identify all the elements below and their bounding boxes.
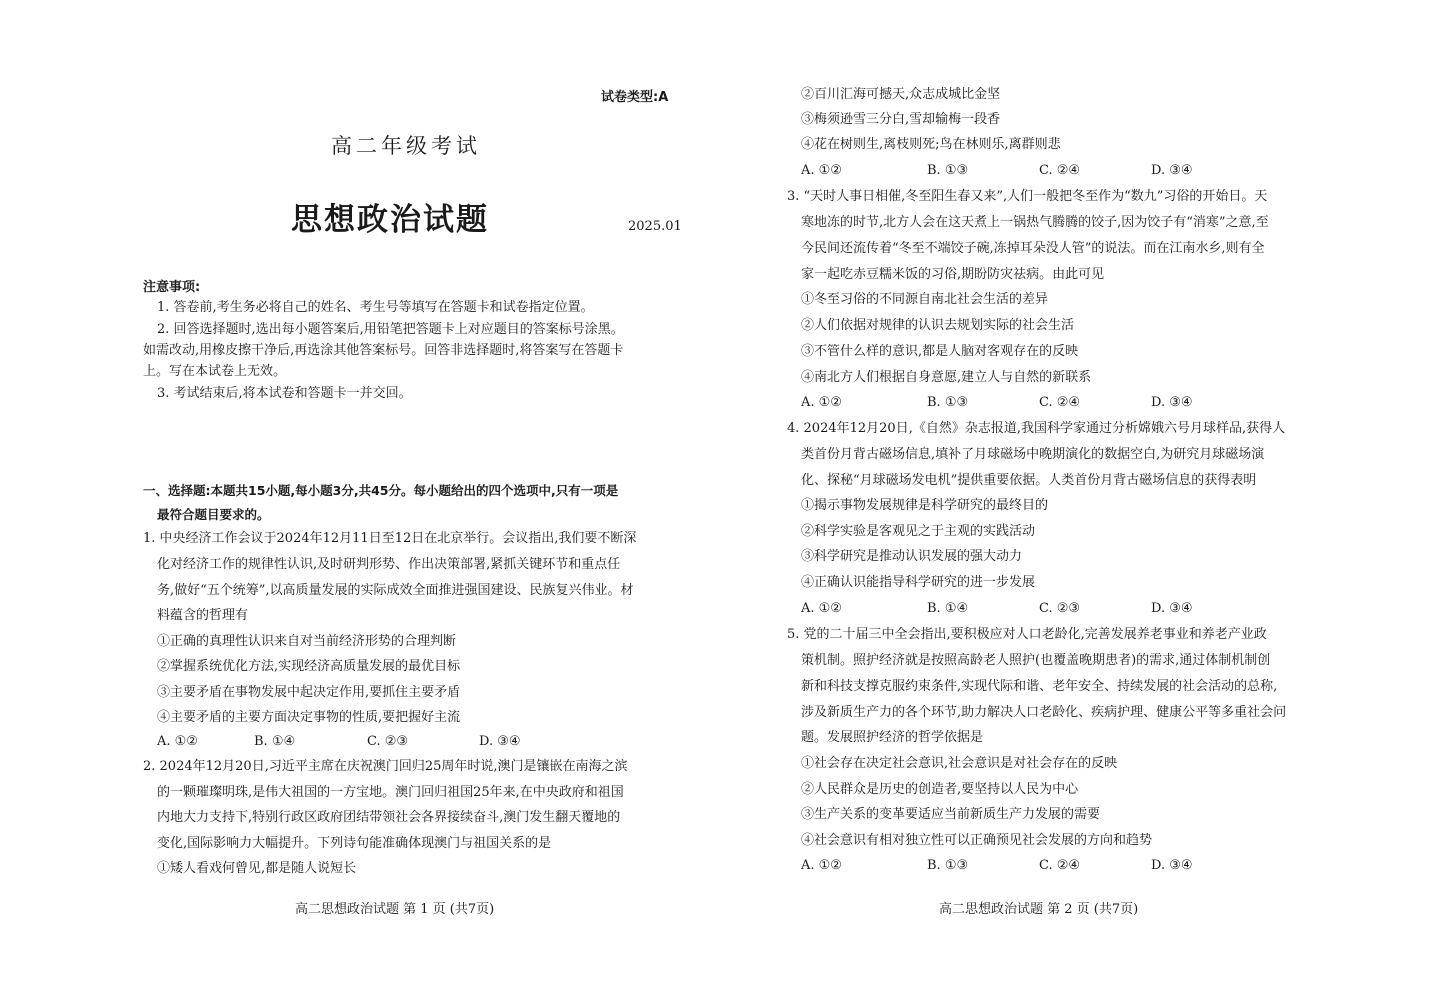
statement-item: ③不管什么样的意识,都是人脑对客观存在的反映	[801, 344, 1079, 359]
answer-option: A. ①②	[801, 395, 842, 410]
question-text: 新和科技支撑克服约束条件,实现代际和谐、老年安全、持续发展的社会活动的总称,	[801, 679, 1278, 694]
answer-option: C. ②④	[1039, 395, 1081, 410]
main-title: 思想政治试题	[291, 202, 489, 238]
notice-heading: 注意事项:	[143, 280, 201, 295]
statement-item: ②科学实验是客观见之于主观的实践活动	[801, 524, 1036, 539]
statement-item: ④南北方人们根据自身意愿,建立人与自然的新联系	[801, 370, 1092, 385]
exam-page-1	[143, 0, 682, 1002]
statement-item: ②人们依据对规律的认识去规划实际的社会生活	[801, 318, 1075, 333]
statement-item: ④社会意识有相对独立性可以正确预见社会发展的方向和趋势	[801, 833, 1153, 848]
statement-item: ④花在树则生,离枝则死;鸟在林则乐,离群则悲	[801, 137, 1061, 152]
paper-type: 试卷类型:A	[601, 90, 669, 105]
question-text: 变化,国际影响力大幅提升。下列诗句能准确体现澳门与祖国关系的是	[157, 836, 552, 851]
question-text: 寒地冻的时节,北方人会在这天煮上一锅热气腾腾的饺子,因为饺子有“消寒”之意,至	[801, 215, 1269, 230]
statement-item: ②百川汇海可撼天,众志成城比金坚	[801, 87, 1001, 102]
answer-option: C. ②③	[1039, 601, 1081, 616]
question-text: 涉及新质生产力的各个环节,助力解决人口老龄化、疾病护理、健康公平等多重社会问	[801, 705, 1287, 720]
section-heading: 一、选择题:本题共15小题,每小题3分,共45分。每小题给出的四个选项中,只有一项是	[143, 483, 619, 498]
question-text: 务,做好“五个统筹”,以高质量发展的实际成效全面推进强国建设、民族复兴伟业。材	[157, 583, 634, 598]
statement-item: ①冬至习俗的不同源自南北社会生活的差异	[801, 292, 1049, 307]
answer-option: C. ②④	[1039, 858, 1081, 873]
exam-page-2	[787, 0, 1317, 1002]
question-text: 1. 中央经济工作会议于2024年12月11日至12日在北京举行。会议指出,我们要不断深	[143, 531, 637, 546]
notice-line: 上。写在本试卷上无效。	[143, 364, 287, 379]
question-text: 类首份月背古磁场信息,填补了月球磁场中晚期演化的数据空白,为研究月球磁场演	[801, 447, 1265, 462]
question-text: 题。发展照护经济的哲学依据是	[801, 730, 984, 745]
statement-item: ③梅须逊雪三分白,雪却输梅一段香	[801, 112, 1001, 127]
statement-item: ④主要矛盾的主要方面决定事物的性质,要把握好主流	[157, 710, 461, 725]
question-text: 化对经济工作的规律性认识,及时研判形势、作出决策部署,紧抓关键环节和重点任	[157, 557, 621, 572]
question-text: 今民间还流传着“冬至不端饺子碗,冻掉耳朵没人管”的说法。而在江南水乡,则有全	[801, 241, 1265, 256]
answer-option: D. ③④	[1151, 858, 1193, 873]
statement-item: ①社会存在决定社会意识,社会意识是对社会存在的反映	[801, 756, 1118, 771]
answer-option: A. ①②	[157, 734, 198, 749]
answer-option: C. ②③	[367, 734, 409, 749]
answer-option: B. ①③	[927, 395, 969, 410]
statement-item: ①矮人看戏何曾见,都是随人说短长	[157, 861, 357, 876]
answer-option: D. ③④	[1151, 395, 1193, 410]
answer-option: D. ③④	[479, 734, 521, 749]
statement-item: ②人民群众是历史的创造者,要坚持以人民为中心	[801, 782, 1079, 797]
statement-item: ③生产关系的变革要适应当前新质生产力发展的需要	[801, 807, 1101, 822]
notice-line: 2. 回答选择题时,选出每小题答案后,用铅笔把答题卡上对应题目的答案标号涂黑。	[157, 322, 624, 337]
question-text: 3. “天时人事日相催,冬至阳生春又来”,人们一般把冬至作为“数九”习俗的开始日。天	[787, 189, 1268, 204]
statement-item: ④正确认识能指导科学研究的进一步发展	[801, 575, 1036, 590]
question-text: 化、探秘“月球磁场发电机”提供重要依据。人类首份月背古磁场信息的获得表明	[801, 473, 1257, 488]
answer-option: B. ①④	[927, 601, 969, 616]
answer-option: B. ①③	[927, 858, 969, 873]
answer-option: B. ①③	[927, 163, 969, 178]
statement-item: ③科学研究是推动认识发展的强大动力	[801, 549, 1023, 564]
question-text: 家一起吃赤豆糯米饭的习俗,期盼防灾祛病。由此可见	[801, 267, 1105, 282]
answer-option: D. ③④	[1151, 163, 1193, 178]
section-heading: 最符合题目要求的。	[157, 507, 270, 522]
page-footer: 高二思想政治试题 第 2 页 (共7页)	[939, 902, 1139, 917]
question-text: 的一颗璀璨明珠,是伟大祖国的一方宝地。澳门回归祖国25年来,在中央政府和祖国	[157, 785, 624, 800]
notice-line: 如需改动,用橡皮擦干净后,再选涂其他答案标号。回答非选择题时,将答案写在答题卡	[143, 343, 624, 358]
answer-option: A. ①②	[801, 858, 842, 873]
statement-item: ①揭示事物发展规律是科学研究的最终目的	[801, 498, 1049, 513]
statement-item: ③主要矛盾在事物发展中起决定作用,要抓住主要矛盾	[157, 685, 461, 700]
exam-date: 2025.01	[628, 219, 682, 234]
statement-item: ①正确的真理性认识来自对当前经济形势的合理判断	[157, 634, 457, 649]
grade-title: 高二年级考试	[331, 134, 481, 158]
question-text: 策机制。照护经济就是按照高龄老人照护(也覆盖晚期患者)的需求,通过体制机制创	[801, 653, 1271, 668]
question-text: 4. 2024年12月20日,《自然》杂志报道,我国科学家通过分析嫦娥六号月球样品,获得人	[787, 421, 1286, 436]
answer-option: C. ②④	[1039, 163, 1081, 178]
question-text: 料蕴含的哲理有	[157, 608, 249, 623]
answer-option: D. ③④	[1151, 601, 1193, 616]
notice-line: 3. 考试结束后,将本试卷和答题卡一并交回。	[157, 386, 412, 401]
question-text: 2. 2024年12月20日,习近平主席在庆祝澳门回归25周年时说,澳门是镶嵌在南海之滨	[143, 759, 628, 774]
question-text: 内地大力支持下,特别行政区政府团结带领社会各界接续奋斗,澳门发生翻天覆地的	[157, 810, 621, 825]
answer-option: A. ①②	[801, 601, 842, 616]
statement-item: ②掌握系统优化方法,实现经济高质量发展的最优目标	[157, 659, 461, 674]
answer-option: B. ①④	[254, 734, 296, 749]
notice-line: 1. 答卷前,考生务必将自己的姓名、考生号等填写在答题卡和试卷指定位置。	[157, 300, 594, 315]
question-text: 5. 党的二十届三中全会指出,要积极应对人口老龄化,完善发展养老事业和养老产业政	[787, 627, 1267, 642]
answer-option: A. ①②	[801, 163, 842, 178]
page-footer: 高二思想政治试题 第 1 页 (共7页)	[295, 902, 495, 917]
